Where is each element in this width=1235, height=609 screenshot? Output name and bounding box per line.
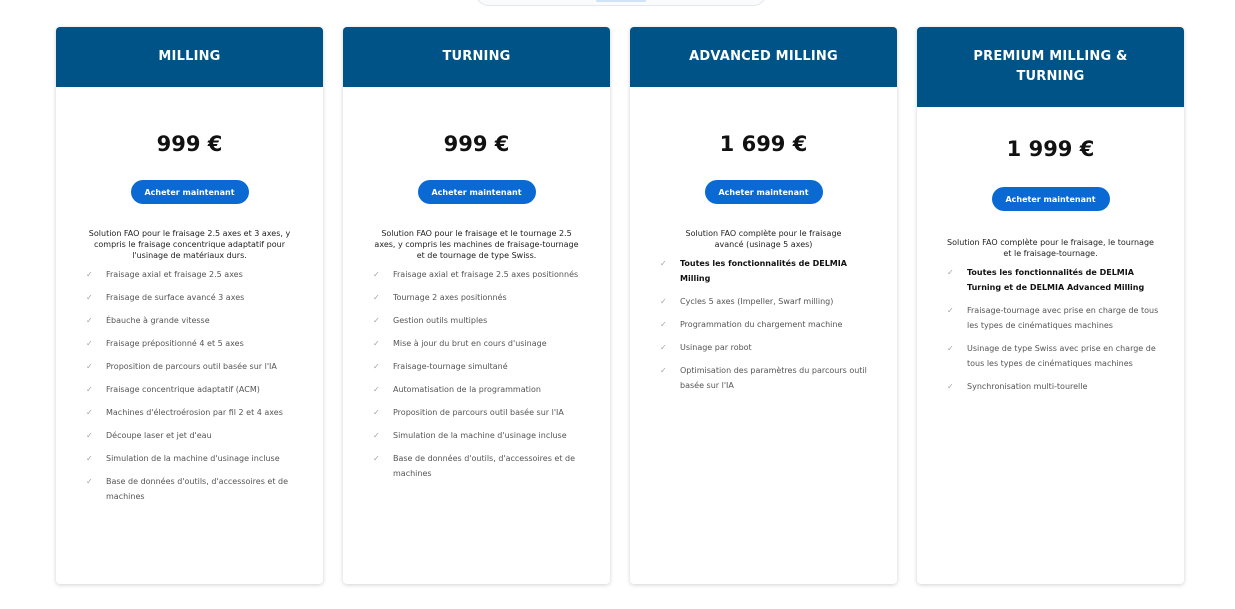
- plan-title: MILLING: [56, 27, 323, 87]
- buy-now-button[interactable]: Acheter maintenant: [131, 180, 249, 204]
- plan-price: 1 999 €: [1006, 137, 1095, 161]
- feature-item: ✓ Base de données d'outils, d'accessoires et de machines: [373, 451, 586, 481]
- check-icon: ✓: [373, 316, 380, 325]
- plan-title: PREMIUM MILLING & TURNING: [917, 27, 1184, 107]
- feature-item: ✓ Programmation du chargement machine: [660, 317, 873, 332]
- plan-card-milling: [56, 27, 323, 584]
- check-icon: ✓: [373, 431, 380, 440]
- feature-item: ✓ Optimisation des paramètres du parcours outil basée sur l'IA: [660, 363, 873, 393]
- feature-list: [343, 267, 610, 481]
- feature-item: ✓ Simulation de la machine d'usinage incluse: [373, 428, 586, 443]
- check-icon: ✓: [86, 477, 93, 486]
- check-icon: ✓: [660, 259, 667, 268]
- plan-card-advanced-milling: [630, 27, 897, 584]
- check-icon: ✓: [373, 293, 380, 302]
- feature-item: ✓ Proposition de parcours outil basée sur l'IA: [86, 359, 299, 374]
- check-icon: ✓: [86, 316, 93, 325]
- check-icon: ✓: [660, 320, 667, 329]
- check-icon: ✓: [947, 268, 954, 277]
- check-icon: ✓: [373, 408, 380, 417]
- plan-title: ADVANCED MILLING: [630, 27, 897, 87]
- feature-item: ✓ Machines d'électroérosion par fil 2 et 4 axes: [86, 405, 299, 420]
- check-icon: ✓: [86, 385, 93, 394]
- check-icon: ✓: [947, 306, 954, 315]
- feature-item: ✓ Fraisage de surface avancé 3 axes: [86, 290, 299, 305]
- feature-item: ✓ Toutes les fonctionnalités de DELMIA Milling: [660, 256, 873, 286]
- check-icon: ✓: [660, 343, 667, 352]
- check-icon: ✓: [373, 270, 380, 279]
- plan-title: TURNING: [343, 27, 610, 87]
- check-icon: ✓: [86, 270, 93, 279]
- top-tab-indicator: [475, 0, 767, 6]
- feature-item: ✓ Fraisage-tournage simultané: [373, 359, 586, 374]
- feature-list: [630, 256, 897, 393]
- plan-description: Solution FAO complète pour le fraisage, le tournage et le fraisage-tournage.: [947, 238, 1154, 258]
- check-icon: ✓: [660, 297, 667, 306]
- buy-now-button[interactable]: Acheter maintenant: [705, 180, 823, 204]
- check-icon: ✓: [86, 339, 93, 348]
- check-icon: ✓: [947, 382, 954, 391]
- plan-price: 1 699 €: [719, 132, 808, 156]
- feature-item: ✓ Découpe laser et jet d'eau: [86, 428, 299, 443]
- check-icon: ✓: [373, 454, 380, 463]
- feature-item: ✓ Fraisage axial et fraisage 2.5 axes: [86, 267, 299, 282]
- feature-item: ✓ Fraisage-tournage avec prise en charge de tous les types de cinématiques machines: [947, 303, 1160, 333]
- feature-item: ✓ Fraisage prépositionné 4 et 5 axes: [86, 336, 299, 351]
- feature-item: ✓ Usinage par robot: [660, 340, 873, 355]
- check-icon: ✓: [660, 366, 667, 375]
- feature-item: ✓ Automatisation de la programmation: [373, 382, 586, 397]
- check-icon: ✓: [86, 362, 93, 371]
- plan-price: 999 €: [156, 132, 223, 156]
- feature-item: ✓ Simulation de la machine d'usinage incluse: [86, 451, 299, 466]
- feature-item: ✓ Proposition de parcours outil basée sur l'IA: [373, 405, 586, 420]
- feature-item: ✓ Base de données d'outils, d'accessoires et de machines: [86, 474, 299, 504]
- feature-list: [917, 265, 1184, 394]
- feature-item: ✓ Ébauche à grande vitesse: [86, 313, 299, 328]
- plan-description: Solution FAO complète pour le fraisage avancé (usinage 5 axes): [685, 229, 842, 249]
- check-icon: ✓: [86, 293, 93, 302]
- feature-list: [56, 267, 323, 504]
- plan-card-turning: [343, 27, 610, 584]
- check-icon: ✓: [373, 385, 380, 394]
- feature-item: ✓ Fraisage concentrique adaptatif (ACM): [86, 382, 299, 397]
- check-icon: ✓: [373, 362, 380, 371]
- plan-description: Solution FAO pour le fraisage et le tournage 2.5 axes, y compris les machines de fraisage-tournage et de tournage de type Swiss.: [374, 229, 579, 260]
- feature-item: ✓ Cycles 5 axes (Impeller, Swarf milling): [660, 294, 873, 309]
- plan-card-premium-milling-turning: [917, 27, 1184, 584]
- check-icon: ✓: [86, 408, 93, 417]
- feature-item: ✓ Fraisage axial et fraisage 2.5 axes positionnés: [373, 267, 586, 282]
- check-icon: ✓: [373, 339, 380, 348]
- feature-item: ✓ Tournage 2 axes positionnés: [373, 290, 586, 305]
- feature-item: ✓ Mise à jour du brut en cours d'usinage: [373, 336, 586, 351]
- plan-price: 999 €: [443, 132, 510, 156]
- check-icon: ✓: [947, 344, 954, 353]
- feature-item: ✓ Toutes les fonctionnalités de DELMIA Turning et de DELMIA Advanced Milling: [947, 265, 1160, 295]
- check-icon: ✓: [86, 454, 93, 463]
- buy-now-button[interactable]: Acheter maintenant: [418, 180, 536, 204]
- check-icon: ✓: [86, 431, 93, 440]
- feature-item: ✓ Gestion outils multiples: [373, 313, 586, 328]
- buy-now-button[interactable]: Acheter maintenant: [992, 187, 1110, 211]
- plan-description: Solution FAO pour le fraisage 2.5 axes et 3 axes, y compris le fraisage concentrique adaptatif pour l'usinage de matériaux durs.: [88, 229, 291, 260]
- feature-item: ✓ Usinage de type Swiss avec prise en charge de tous les types de cinématiques machines: [947, 341, 1160, 371]
- feature-item: ✓ Synchronisation multi-tourelle: [947, 379, 1160, 394]
